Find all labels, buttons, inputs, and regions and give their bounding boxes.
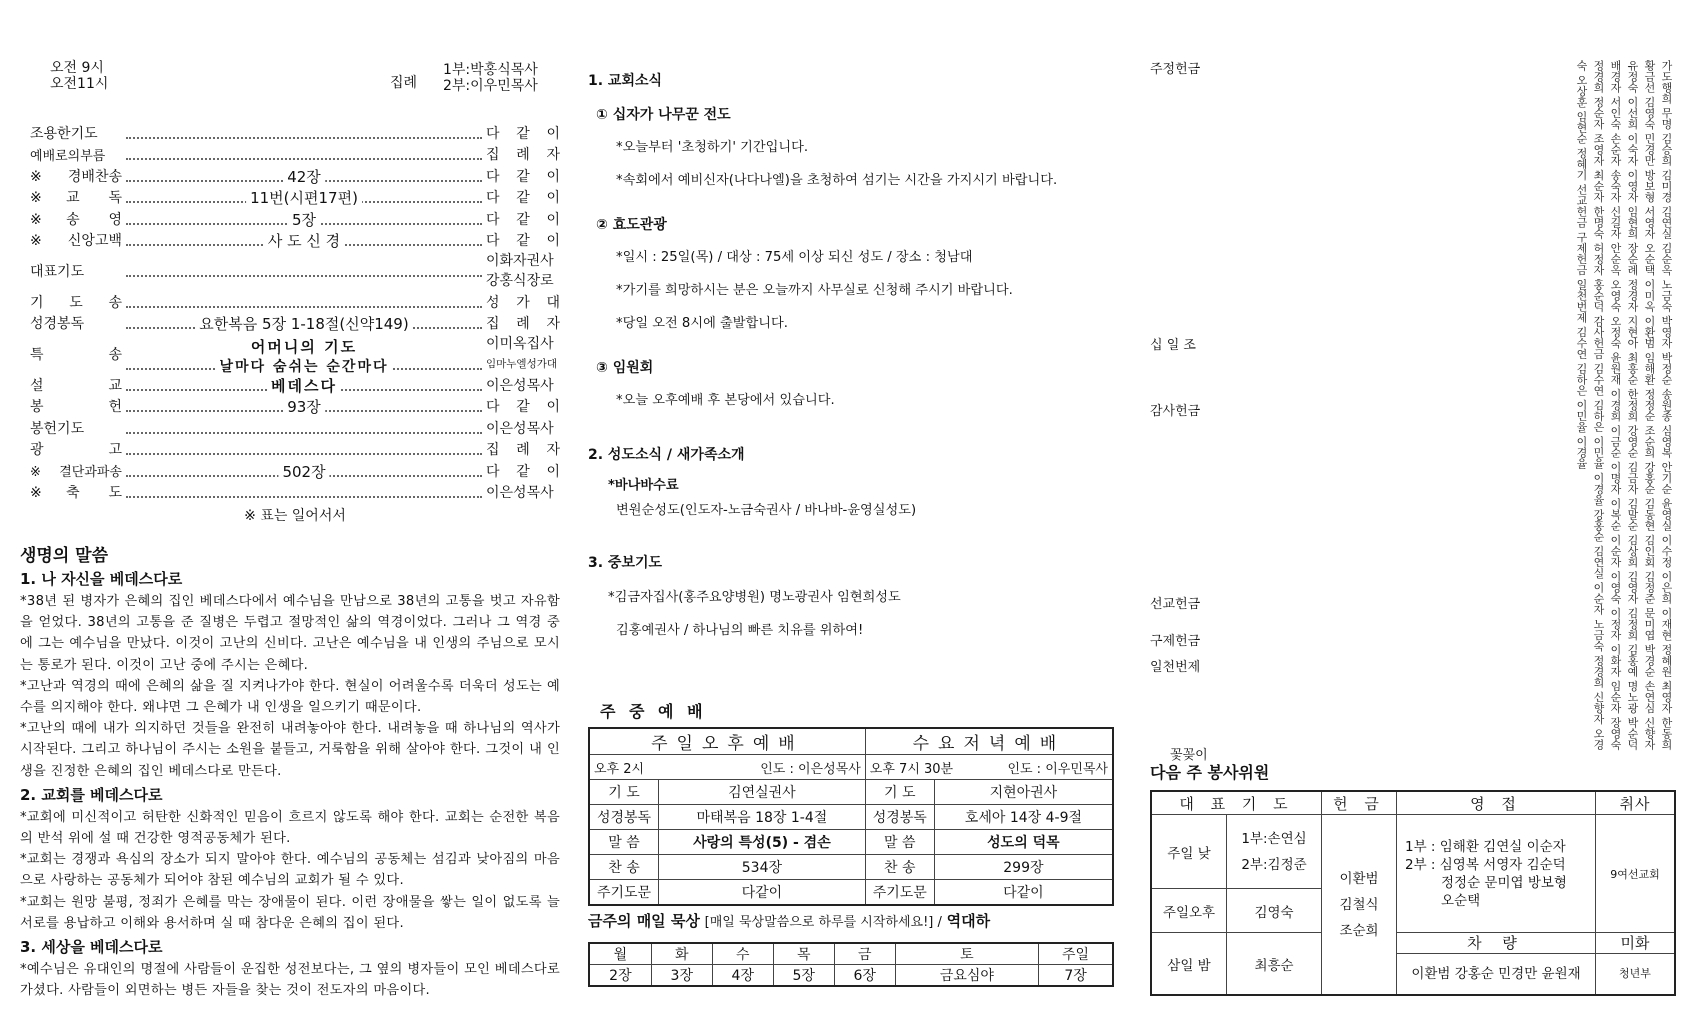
order-who: 다 같 이 (486, 190, 560, 207)
table-row (589, 880, 1113, 906)
paragraph: *교회는 원망 불평, 정죄가 은혜를 막는 장애물이 된다. 이런 장애물을 쌓는 일이 없도록 늘 서로를 용납하고 이해와 용서하며 실 때 참다운 은혜의 집이 된다. (20, 894, 560, 931)
cell-value: 534장 (659, 855, 866, 880)
table-row (589, 780, 1113, 805)
news-subheading: ② 효도관광 (596, 217, 667, 233)
order-label: 광 고 (30, 442, 122, 459)
chapter: 7장 (1039, 965, 1113, 987)
afternoon-service-title: 주일오후예배 (589, 728, 865, 755)
cell-label: 말 씀 (865, 830, 934, 855)
daily-meditation-header (588, 910, 990, 931)
section-heading: 2. 교회를 베데스다로 (20, 785, 163, 804)
offering-name: 김철식 (1339, 896, 1379, 913)
day: 수 (712, 943, 773, 965)
day: 토 (895, 943, 1038, 965)
news-line: *속회에서 예비신자(나다나엘)을 초청하여 섬기는 시간을 가지시기 바랍니다. (616, 173, 1058, 188)
order-row (30, 291, 560, 313)
cell-label: 성경봉독 (589, 805, 659, 830)
order-row (30, 396, 560, 418)
col-header: 영 접 (1397, 791, 1596, 815)
col-header: 대 표 기 도 (1151, 791, 1322, 815)
offering-label: 꽃꽂이 (1170, 748, 1208, 763)
cell-value: 다같이 (934, 880, 1113, 906)
car-team: 이환범 강홍순 민경만 윤원재 (1411, 966, 1581, 982)
flower-header: 미화 (1596, 933, 1674, 954)
order-row (30, 144, 560, 166)
order-who: 이화자권사 강홍식장로 (486, 253, 554, 289)
weekday-services-title: 주 중 예 배 (600, 702, 707, 721)
offering-label: 주정헌금 (1150, 62, 1201, 77)
meditation-note: [매일 묵상말씀으로 하루를 시작하세요!] / (704, 915, 942, 930)
wednesday-service-title: 수요저녁예배 (865, 728, 1113, 755)
order-mid: 42장 (283, 166, 325, 187)
chapter: 2장 (589, 965, 651, 987)
sermon-summary-title: 생명의 말씀 (20, 546, 109, 566)
table-row (589, 805, 1113, 830)
cell-label: 주기도문 (589, 880, 659, 906)
chapter: 4장 (712, 965, 773, 987)
news-subheading: ③ 임원회 (596, 360, 654, 376)
cooking-team: 9여선교회 (1596, 815, 1676, 933)
offering-label: 십 일 조 (1150, 338, 1196, 353)
order-label: ※경배찬송 (30, 168, 122, 185)
day: 화 (651, 943, 712, 965)
order-who: 성 가 대 (486, 294, 560, 311)
wednesday-leader: 인도 : 이우민목사 (1007, 761, 1108, 777)
order-row (30, 122, 560, 144)
prayer-name: 2부:김정준 (1241, 856, 1307, 873)
news-line: *가기를 희망하시는 분은 오늘까지 사무실로 신청해 주시기 바랍니다. (616, 283, 1013, 298)
order-label: ※신앙고백 (30, 233, 122, 250)
order-who: 다 같 이 (486, 399, 560, 416)
prayer-name: 1부:손연심 (1241, 830, 1307, 847)
meditation-table (588, 942, 1114, 987)
special-song-2: 날마다 숨쉬는 순간마다 (216, 356, 393, 376)
order-label: 성경봉독 (30, 316, 85, 333)
offering-label: 감사헌금 (1150, 404, 1201, 419)
paragraph: *고난과 역경의 때에 은혜의 삶을 질 지켜나가야 한다. 현실이 어려울수록 더욱더 성도는 예수를 의지해야 한다. 왜냐면 그 은혜가 내 인생을 일으키기 때문이다. (20, 678, 560, 716)
cell-value: 사랑의 특성(5) - 겸손 (659, 830, 866, 855)
news-line: *바나바수료 (608, 478, 679, 493)
news-line: *일시 : 25일(목) / 대상 : 75세 이상 되신 성도 / 장소 : 청남대 (616, 250, 973, 265)
section-heading: 1. 나 자신을 베데스다로 (20, 570, 183, 588)
row-label: 삼일 밤 (1151, 933, 1227, 996)
order-who: 다 같 이 (486, 463, 560, 480)
order-row (30, 313, 560, 335)
order-label: 예배로의부름 (30, 148, 106, 164)
news-line: *김금자집사(홍주요양병원) 명노광권사 임현희성도 (608, 590, 901, 605)
chapter: 5장 (773, 965, 834, 987)
paragraph: *예수님은 유대인의 명절에 사람들이 운집한 성전보다는, 그 옆의 병자들이 모인 베데스다로 가셨다. 사람들이 외면하는 병든 자들을 찾는 것이 전도자의 마음이다. (20, 962, 560, 999)
order-of-worship (30, 122, 560, 525)
cell-value: 김연실권사 (659, 780, 866, 805)
flower-team: 청년부 (1619, 967, 1651, 980)
chapter: 3장 (651, 965, 712, 987)
order-row (30, 251, 560, 291)
welcome-line: 1부 : 임해환 김연실 이순자 (1405, 838, 1566, 855)
order-row (30, 482, 560, 504)
order-label: 대표기도 (30, 264, 85, 280)
paragraph: *38년 된 병자가 은혜의 집인 베데스다에서 예수님을 만남으로 38년의 고통을 벗고 자유함을 얻었다. 38년의 고통을 준 질병은 두렵고 절망적인 삶의 역경이었다. 그러나 그 역경 중에 그는 예수님을 만났다. 이것이 고난의 신비다. 고난은 예수님을 내 인생의 주님으로 모시는 통로가 된다. 이것이 고난 중에 주시는 은혜다. (20, 594, 560, 673)
order-row (30, 439, 560, 461)
day: 금 (834, 943, 895, 965)
meditation-title: 금주의 매일 묵상 (588, 912, 700, 930)
order-mid: 502장 (278, 461, 329, 482)
sermon-title: 베데스다 (267, 375, 341, 396)
paragraph: *교회는 경쟁과 욕심의 장소가 되지 말아야 한다. 예수님의 공동체는 섬김과 낮아짐의 마음으로 사랑하는 공동체가 되어야 참된 예수님의 교회가 될 수 있다. (20, 852, 560, 889)
cell-label: 기 도 (589, 780, 659, 805)
order-who: 다 같 이 (486, 125, 560, 142)
offering-names: 가도행희 무명 김승희 김미경 김연실 김순옥 노금숙 박영자 박정순 송원종 심영복 안기순 윤영실 이수정 이은희 이재현 정혜원 최영자 한동희 황금선 김영숙 민경만 방보형 서영자 오순택 이미옥 이환범 임해환 정정순 조순희 강홍순 김동현 김인회 김정준 문미엽 박경순 손연심 신향자 유정숙 이선희 이숙자 이영자 임현희 장순례 정경자 지현아 최흥순 한정희 강영순 김금자 김말순 김상희 김영자 김정희 김홍예 명노광 박순덕 배경자 서인숙 손순자 송숙자 신길자 안순옥 오영숙 오정숙 윤원재 이경희 이금순 이명자 이복순 이순자 이영숙 이정자 이화자 임순자 장영숙 정경희 정순자 조영자 최순자 한명숙 허정자 홍순덕 감사헌금 김수연 김하은 이민율 이경율 강홍순 김연실 이순자 노금숙 정경희 신향자 오경숙 오상훈 임현순 정혜기 선교헌금 구제헌금 일천번제 김수연 김하은 이민율 이경율 (1575, 60, 1673, 750)
news-heading: 2. 성도소식 / 새가족소개 (588, 447, 745, 463)
offering-label: 구제헌금 (1150, 634, 1201, 649)
order-label: 특 송 (30, 347, 122, 363)
volunteers-title: 다음 주 봉사위원 (1150, 763, 1270, 782)
row-label: 주일오후 (1151, 889, 1227, 933)
order-label: ※교 독 (30, 190, 122, 207)
order-row (30, 165, 560, 187)
special-song-1: 어머니의 기도 (247, 336, 361, 357)
car-header: 차 량 (1397, 933, 1595, 954)
order-row (30, 417, 560, 439)
news-subheading: ① 십자가 나무꾼 전도 (596, 107, 731, 123)
day: 월 (589, 943, 651, 965)
order-row (30, 374, 560, 396)
prayer-name: 최흥순 (1227, 933, 1322, 996)
welcome-line: 2부 : 심영복 서영자 김순덕 (1405, 856, 1566, 873)
cell-label: 주기도문 (865, 880, 934, 906)
cell-value: 마태복음 18장 1-4절 (659, 805, 866, 830)
order-who: 다 같 이 (486, 233, 560, 250)
order-row (30, 187, 560, 209)
order-label: 봉헌기도 (30, 420, 85, 437)
order-who: 이은성목사 (486, 420, 554, 437)
cell-value: 다같이 (659, 880, 866, 906)
cell-label: 찬 송 (589, 855, 659, 880)
order-label: 설 교 (30, 377, 122, 394)
order-row (30, 230, 560, 252)
order-who: 이미옥집사 임마누엘성가대 (486, 336, 558, 370)
order-label: 기 도 송 (30, 294, 122, 311)
col-header: 헌 금 (1322, 791, 1397, 815)
news-line: *당일 오전 8시에 출발합니다. (616, 316, 788, 331)
order-who: 다 같 이 (486, 168, 560, 185)
paragraph: *고난의 때에 내가 의지하던 것들을 완전히 내려놓아야 한다. 내려놓을 때 하나님의 역사가 시작된다. 그리고 하나님이 주시는 소원을 붙들고, 거룩함을 위해 살아야 한다. 그것이 내 인생을 진정한 은혜의 집인 베데스다로 만든다. (20, 721, 560, 779)
section-heading: 3. 세상을 베데스다로 (20, 938, 163, 957)
offering-name: 이환범 (1339, 870, 1379, 887)
afternoon-time: 오후 2시 (594, 761, 645, 777)
day: 주일 (1039, 943, 1113, 965)
meditation-book: 역대하 (946, 912, 991, 930)
order-mid: 사 도 신 경 (264, 230, 344, 251)
service-times (50, 60, 108, 92)
cell-value: 호세아 14장 4-9절 (934, 805, 1113, 830)
leader-2: 2부:이우민목사 (443, 78, 538, 94)
offering-label: 일천번제 (1150, 660, 1201, 675)
cell-value: 지현아권사 (934, 780, 1113, 805)
order-who: 다 같 이 (486, 211, 560, 228)
order-who: 이은성목사 (486, 485, 554, 502)
order-mid: 93장 (283, 396, 325, 417)
order-mid: 요한복음 5장 1-18절(신약149) (195, 313, 412, 334)
service-time-1: 오전 9시 (50, 60, 104, 76)
cell-label: 기 도 (865, 780, 934, 805)
order-mid: 11번(시편17편) (246, 187, 362, 208)
table-row (589, 830, 1113, 855)
service-time-2: 오전11시 (50, 76, 109, 92)
volunteers-table (1150, 790, 1676, 996)
cell-label: 찬 송 (865, 855, 934, 880)
col-header: 취사 (1596, 791, 1676, 815)
cell-value: 성도의 덕목 (934, 830, 1113, 855)
welcome-line: 정정순 문미엽 방보형 (1441, 874, 1567, 891)
order-label: ※결단과파송 (30, 465, 122, 481)
order-who: 집 례 자 (486, 316, 560, 333)
order-row (30, 460, 560, 482)
news-line: *오늘부터 '초청하기' 기간입니다. (616, 140, 809, 155)
cell-label: 성경봉독 (865, 805, 934, 830)
chapter: 6장 (834, 965, 895, 987)
paragraph: *교회에 미신적이고 허탄한 신화적인 믿음이 흐르지 않도록 해야 한다. 교회는 순전한 복음의 반석 위에 설 때 건강한 영적공동체가 된다. (20, 809, 560, 847)
day: 목 (773, 943, 834, 965)
services-table (588, 727, 1114, 906)
order-who: 집 례 자 (486, 147, 560, 164)
order-label: 봉 헌 (30, 399, 122, 416)
row-label: 주일 낮 (1151, 815, 1227, 889)
wednesday-time: 오후 7시 30분 (869, 761, 954, 777)
news-heading: 1. 교회소식 (588, 73, 663, 89)
order-row (30, 334, 560, 374)
afternoon-leader: 인도 : 이은성목사 (760, 761, 861, 777)
order-label: 조용한기도 (30, 125, 98, 142)
cell-label: 말 씀 (589, 830, 659, 855)
table-row (589, 855, 1113, 880)
news-line: *오늘 오후예배 후 본당에서 있습니다. (616, 393, 835, 408)
news-line: 김홍예권사 / 하나님의 빠른 치유를 위하여! (616, 623, 864, 638)
leader-1: 1부:박홍식목사 (443, 62, 538, 78)
offering-name: 조순희 (1339, 922, 1379, 939)
service-leaders (443, 62, 538, 94)
order-row (30, 208, 560, 230)
cell-value: 299장 (934, 855, 1113, 880)
order-label: ※축 도 (30, 485, 122, 502)
church-news (588, 70, 1116, 638)
sermon-summary (20, 541, 560, 1001)
order-label: ※송 영 (30, 211, 122, 228)
welcome-line: 오순택 (1441, 892, 1481, 909)
offering-label: 선교헌금 (1150, 597, 1201, 612)
order-who: 이은성목사 (486, 377, 554, 394)
leader-label: 집례 (390, 75, 418, 91)
news-heading: 3. 중보기도 (588, 555, 663, 571)
chapter: 금요심야 (895, 965, 1038, 987)
order-mid: 5장 (288, 209, 320, 230)
standing-note: ※ 표는 일어서서 (244, 508, 346, 524)
news-line: 변원순성도(인도자-노금숙권사 / 바나바-윤영실성도) (616, 503, 917, 518)
prayer-name: 김영숙 (1227, 889, 1322, 933)
order-who: 집 례 자 (486, 442, 560, 459)
